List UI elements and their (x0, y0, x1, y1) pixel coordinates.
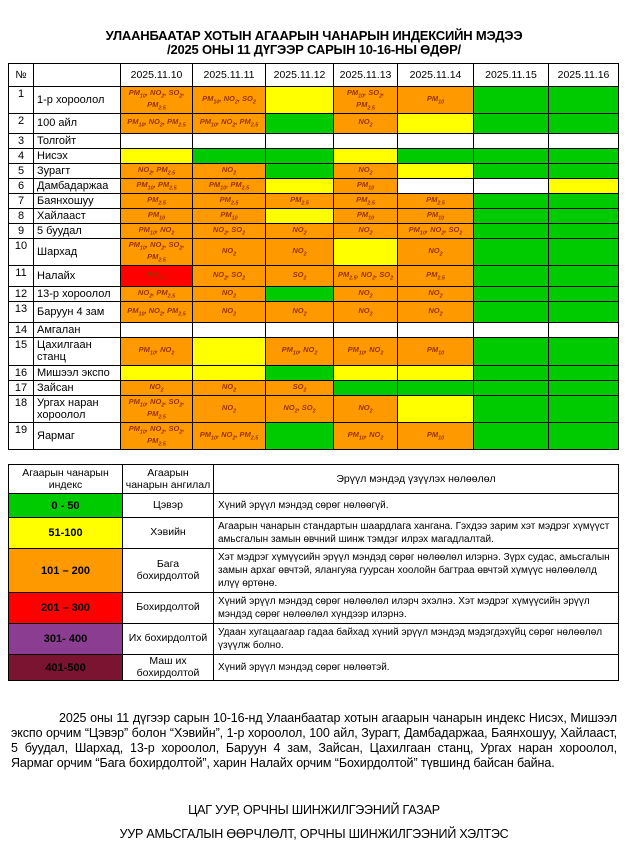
district-name-cell: Баянхошуу (34, 193, 121, 208)
aqi-cell: $NO_2$ (193, 380, 266, 395)
aqi-cell (474, 266, 549, 287)
aqi-cell: $PM_{2.5}$ (334, 193, 398, 208)
aqi-cell: $PM_{10}$, $NO_2$, $PM_{2.5}$ (193, 422, 266, 449)
aqi-cell (549, 178, 619, 193)
district-name-cell: Шархад (34, 239, 121, 266)
aqi-cell: $PM_{2.5}$ (121, 193, 193, 208)
district-name-cell: Амгалан (34, 323, 121, 338)
legend-table (8, 464, 619, 681)
aqi-cell (121, 148, 193, 163)
aqi-cell: $NO_2$ (266, 224, 334, 239)
aqi-cell (549, 365, 619, 380)
aqi-cell (334, 380, 398, 395)
aqi-cell (474, 133, 549, 148)
date-column-header: 2025.11.12 (266, 63, 334, 86)
row-number-cell: 19 (9, 422, 34, 449)
district-name-cell: Цахилгаан станц (34, 338, 121, 365)
legend-effect-cell: Агаарын чанарын стандартын шаардлага хангана. Гэхдээ зарим хэт мэдрэг хүмүүст амьсгалын замын өвчний шинж тэмдэг илрэх магадлалтай. (214, 518, 619, 549)
legend-effect-cell: Хүний эрүүл мэндэд сөрөг нөлөөгүй. (214, 494, 619, 518)
district-name-cell: Нисэх (34, 148, 121, 163)
aqi-cell (398, 365, 474, 380)
aqi-cell (549, 422, 619, 449)
aqi-cell: $PM_{2.5}$ (398, 266, 474, 287)
district-name-cell: Зурагт (34, 163, 121, 178)
table-row (9, 178, 619, 193)
aqi-cell: $PM_{10}$ (398, 338, 474, 365)
district-name-cell: Хайлааст (34, 209, 121, 224)
aqi-cell: $PM_{2.5}$ (266, 193, 334, 208)
table-row (9, 338, 619, 365)
aqi-cell (474, 209, 549, 224)
table-row (9, 224, 619, 239)
row-number-cell: 16 (9, 365, 34, 380)
table-row (9, 323, 619, 338)
aqi-cell (549, 148, 619, 163)
aqi-cell (266, 133, 334, 148)
table-row (9, 266, 619, 287)
district-name-cell: Баруун 4 зам (34, 302, 121, 323)
row-number-cell: 10 (9, 239, 34, 266)
legend-body (9, 494, 619, 681)
aqi-cell (334, 365, 398, 380)
aqi-cell: $PM_{10}$ (334, 178, 398, 193)
aqi-cell (549, 113, 619, 133)
row-number-cell: 13 (9, 302, 34, 323)
district-name-cell: 5 буудал (34, 224, 121, 239)
district-name-cell: 1-р хороолол (34, 86, 121, 113)
district-name-cell: Яармаг (34, 422, 121, 449)
aqi-cell (121, 133, 193, 148)
aqi-cell (398, 323, 474, 338)
row-number-cell: 15 (9, 338, 34, 365)
aqi-cell: $PM_{2.5}$ (398, 193, 474, 208)
aqi-cell (398, 133, 474, 148)
legend-row (9, 549, 619, 593)
aqi-cell: $SO_2$ (266, 266, 334, 287)
row-number-cell: 7 (9, 193, 34, 208)
aqi-cell: $NO_2$ (121, 380, 193, 395)
aqi-cell: $NO_2$ (398, 239, 474, 266)
table-row (9, 209, 619, 224)
table-row (9, 193, 619, 208)
footer (0, 803, 628, 841)
page-title-line1: УЛААНБААТАР ХОТЫН АГААРЫН ЧАНАРЫН ИНДЕКСИЙН МЭДЭЭ (105, 28, 523, 43)
table-row (9, 239, 619, 266)
aqi-cell: $PM_{10}$, $NO_2$, $SO_2$ (193, 86, 266, 113)
aqi-cell (474, 323, 549, 338)
legend-category-cell: Бохирдолтой (123, 593, 214, 624)
aqi-cell (334, 148, 398, 163)
aqi-cell: $PM_{10}$, $NO_2$, $SO_2$, $PM_{2.5}$ (121, 86, 193, 113)
aqi-cell (549, 209, 619, 224)
aqi-cell: $NO_2$ (334, 163, 398, 178)
table-row (9, 86, 619, 113)
summary-paragraph: 2025 оны 11 дүгээр сарын 10-16-нд Улаанбаатар хотын агаарын чанарын индекс Нисэх, Мишээл экспо орчим “Цэвэр” болон “Хэвийн”, 1-р хороолол, 100 айл, Зурагт, Дамбадаржаа, Баянхошуу, Хайлааст, 5 буудал, Шархад, 13-р хороолол, Баруун 4 зам, Зайсан, Цахилгаан станц, Ургах наран хороолол, Яармаг орчим “Бага бохирдолтой”, харин Налайх орчим “Бохирдолтой” түвшинд байсан байна. (11, 711, 617, 771)
aqi-cell (474, 380, 549, 395)
legend-category-cell: Бага бохирдолтой (123, 549, 214, 593)
aqi-cell: $PM_{10}$, $NO_2$, $PM_{2.5}$ (193, 113, 266, 133)
aqi-cell (266, 323, 334, 338)
district-name-cell: 13-р хороолол (34, 287, 121, 302)
row-number-cell: 18 (9, 395, 34, 422)
aqi-cell (549, 193, 619, 208)
aqi-cell: $PM_{10}$, $NO_2$, $PM_{2.5}$ (121, 113, 193, 133)
date-column-header: 2025.11.16 (549, 63, 619, 86)
table-row (9, 302, 619, 323)
district-name-cell: Толгойт (34, 133, 121, 148)
aqi-cell (549, 86, 619, 113)
aqi-cell (474, 113, 549, 133)
table-row (9, 148, 619, 163)
aqi-cell (193, 323, 266, 338)
table-row (9, 287, 619, 302)
date-column-header: 2025.11.15 (474, 63, 549, 86)
aqi-cell: $PM_{10}$, $NO_2$ (121, 338, 193, 365)
row-number-cell: 8 (9, 209, 34, 224)
aqi-cell: $PM_{10}$, $NO_2$, $SO_2$, $PM_{2.5}$ (121, 422, 193, 449)
aqi-cell (549, 133, 619, 148)
legend-header-index: Агаарын чанарын индекс (9, 464, 123, 493)
aqi-cell: $PM_{10}$, $SO_2$, $PM_{2.5}$ (334, 86, 398, 113)
legend-row (9, 593, 619, 624)
aqi-cell: $PM_{2.5}$ (193, 193, 266, 208)
aqi-cell: $PM_{10}$ (398, 422, 474, 449)
district-name-cell: Ургах наран хороолол (34, 395, 121, 422)
date-column-header: 2025.11.13 (334, 63, 398, 86)
aqi-cell: $PM_{10}$, $PM_{2.5}$ (193, 178, 266, 193)
aqi-cell: $NO_2$, $SO_2$ (266, 395, 334, 422)
aqi-cell (474, 287, 549, 302)
district-name-cell: 100 айл (34, 113, 121, 133)
legend-range-cell: 301- 400 (9, 624, 123, 655)
row-number-cell: 1 (9, 86, 34, 113)
row-number-cell: 6 (9, 178, 34, 193)
aqi-cell (474, 163, 549, 178)
aqi-cell (398, 380, 474, 395)
legend-header-effect: Эрүүл мэндэд үзүүлэх нөлөөлөл (214, 464, 619, 493)
table-row (9, 422, 619, 449)
aqi-cell (549, 239, 619, 266)
aqi-cell: $PM_{10}$, $NO_2$, $SO_2$ (398, 224, 474, 239)
aqi-cell (474, 239, 549, 266)
aqi-cell: $PM_{10}$, $NO_2$ (334, 422, 398, 449)
footer-agency-line: ЦАГ УУР, ОРЧНЫ ШИНЖИЛГЭЭНИЙ ГАЗАР (188, 803, 440, 818)
table-row (9, 365, 619, 380)
aqi-cell (474, 395, 549, 422)
aqi-cell: $NO_2$ (193, 302, 266, 323)
aqi-cell: $PM_{10}$ (193, 209, 266, 224)
aqi-cell: $NO_2$ (193, 163, 266, 178)
aqi-cell (474, 148, 549, 163)
legend-row (9, 518, 619, 549)
date-column-header: 2025.11.11 (193, 63, 266, 86)
table-row (9, 380, 619, 395)
aqi-cell: $NO_2$ (266, 239, 334, 266)
aqi-cell: $NO_2$, $PM_{2.5}$ (121, 287, 193, 302)
row-number-cell: 14 (9, 323, 34, 338)
district-name-cell: Мишээл экспо (34, 365, 121, 380)
row-number-cell: 4 (9, 148, 34, 163)
legend-range-cell: 401-500 (9, 655, 123, 681)
aqi-cell: $PM_{10}$, $NO_2$ (266, 338, 334, 365)
page-title-line2: /2025 ОНЫ 11 ДҮГЭЭР САРЫН 10-16-НЫ ӨДӨР/ (167, 42, 461, 58)
aqi-cell: $PM_{10}$, $NO_2$, $SO_2$, $PM_{2.5}$ (121, 239, 193, 266)
aqi-cell: $NO_2$ (334, 224, 398, 239)
aqi-cell: $NO_2$ (266, 302, 334, 323)
aqi-cell (398, 395, 474, 422)
aqi-cell: $NO_2$ (398, 287, 474, 302)
legend-category-cell: Маш их бохирдолтой (123, 655, 214, 681)
aqi-cell: $PM_{10}$, $PM_{2.5}$ (121, 178, 193, 193)
aqi-cell: $PM_{10}$ (121, 209, 193, 224)
aqi-cell (474, 338, 549, 365)
aqi-cell: $NO_2$, $SO_2$ (193, 266, 266, 287)
aqi-cell (193, 148, 266, 163)
aqi-cell (549, 224, 619, 239)
aqi-cell (266, 287, 334, 302)
aqi-cell (398, 113, 474, 133)
aqi-cell (549, 287, 619, 302)
legend-header-category: Агаарын чанарын ангилал (123, 464, 214, 493)
legend-effect-cell: Хүний эрүүл мэндэд сөрөг нөлөөлөл илэрч эхэлнэ. Хэт мэдрэг хүмүүсийн эрүүл мэндэд сөрөг нөлөөлөл хүндээр илэрнэ. (214, 593, 619, 624)
aqi-cell: $PM_{10}$, $NO_2$ (121, 224, 193, 239)
aqi-cell (474, 365, 549, 380)
district-name-cell: Дамбадаржаа (34, 178, 121, 193)
aqi-cell: $NO_2$, $PM_{2.5}$ (121, 163, 193, 178)
aqi-cell (549, 323, 619, 338)
aqi-cell: $PM_{10}$, $NO_2$, $SO_2$, $PM_{2.5}$ (121, 395, 193, 422)
aqi-table (8, 63, 619, 450)
aqi-cell (193, 133, 266, 148)
aqi-cell (121, 323, 193, 338)
aqi-cell (266, 365, 334, 380)
aqi-cell: $NO_2$ (193, 239, 266, 266)
legend-category-cell: Их бохирдолтой (123, 624, 214, 655)
aqi-cell (334, 133, 398, 148)
legend-range-cell: 0 - 50 (9, 494, 123, 518)
legend-range-cell: 51-100 (9, 518, 123, 549)
aqi-cell: $NO_2$ (193, 287, 266, 302)
aqi-cell (474, 193, 549, 208)
aqi-cell: $PM_{10}$ (398, 86, 474, 113)
row-number-cell: 11 (9, 266, 34, 287)
date-column-header: 2025.11.14 (398, 63, 474, 86)
legend-category-cell: Цэвэр (123, 494, 214, 518)
aqi-cell: $NO_2$ (193, 395, 266, 422)
aqi-cell (549, 338, 619, 365)
number-column-header: № (9, 63, 34, 86)
aqi-cell: $NO_2$ (398, 302, 474, 323)
aqi-cell (549, 302, 619, 323)
legend-row (9, 624, 619, 655)
row-number-cell: 12 (9, 287, 34, 302)
aqi-cell (474, 422, 549, 449)
footer-department-line: УУР АМЬСГАЛЫН ӨӨРЧЛӨЛТ, ОРЧНЫ ШИНЖИЛГЭЭНИЙ ХЭЛТЭС (119, 827, 509, 841)
aqi-cell: $PM_{10}$, $NO_2$, $PM_{2.5}$ (121, 302, 193, 323)
aqi-cell (398, 148, 474, 163)
legend-range-cell: 201 – 300 (9, 593, 123, 624)
aqi-cell: $PM_{2.5}$ (121, 266, 193, 287)
aqi-cell (266, 148, 334, 163)
aqi-cell (549, 380, 619, 395)
district-column-header (34, 63, 121, 86)
aqi-cell (334, 239, 398, 266)
aqi-cell (474, 302, 549, 323)
aqi-cell (121, 365, 193, 380)
aqi-cell (549, 395, 619, 422)
aqi-cell: $PM_{2.5}$, $NO_2$, $SO_2$ (334, 266, 398, 287)
row-number-cell: 9 (9, 224, 34, 239)
aqi-cell (549, 266, 619, 287)
row-number-cell: 3 (9, 133, 34, 148)
aqi-cell: $NO_2$ (334, 113, 398, 133)
table-row (9, 163, 619, 178)
aqi-cell (266, 178, 334, 193)
page-title (0, 29, 628, 58)
aqi-cell: $PM_{10}$ (334, 209, 398, 224)
row-number-cell: 2 (9, 113, 34, 133)
aqi-cell: $NO_2$ (334, 287, 398, 302)
aqi-cell: $SO_2$ (266, 380, 334, 395)
aqi-cell (266, 113, 334, 133)
legend-range-cell: 101 – 200 (9, 549, 123, 593)
aqi-cell (334, 323, 398, 338)
district-name-cell: Налайх (34, 266, 121, 287)
legend-row (9, 655, 619, 681)
aqi-cell: $PM_{10}$ (398, 209, 474, 224)
legend-row (9, 494, 619, 518)
date-column-header: 2025.11.10 (121, 63, 193, 86)
table-header-row (9, 63, 619, 86)
aqi-cell (398, 178, 474, 193)
legend-effect-cell: Удаан хугацаагаар гадаа байхад хүний эрүүл мэндэд мэдэгдэхүйц сөрөг нөлөөлөл үзүүлж болно. (214, 624, 619, 655)
aqi-cell (398, 163, 474, 178)
table-row (9, 133, 619, 148)
aqi-cell: $NO_2$ (334, 395, 398, 422)
aqi-cell (266, 422, 334, 449)
row-number-cell: 17 (9, 380, 34, 395)
legend-category-cell: Хэвийн (123, 518, 214, 549)
aqi-cell (266, 209, 334, 224)
aqi-cell (549, 163, 619, 178)
legend-header-row (9, 464, 619, 493)
row-number-cell: 5 (9, 163, 34, 178)
district-name-cell: Зайсан (34, 380, 121, 395)
aqi-cell (266, 86, 334, 113)
legend-effect-cell: Хэт мэдрэг хүмүүсийн эрүүл мэндэд сөрөг нөлөөлөл илэрнэ. Зүрх судас, амьсгалын замын архаг өвчтэй, ялангуяа гуурсан хоолойн багтраа өвчтэй хүмүүс нөлөөлөлд илүү өртөнө. (214, 549, 619, 593)
aqi-cell (474, 178, 549, 193)
table-row (9, 113, 619, 133)
aqi-cell: $PM_{10}$, $NO_2$ (334, 338, 398, 365)
aqi-cell (474, 86, 549, 113)
aqi-cell: $NO_2$ (334, 302, 398, 323)
aqi-cell (266, 163, 334, 178)
legend-effect-cell: Хүний эрүүл мэндэд сөрөг нөлөөтэй. (214, 655, 619, 681)
aqi-cell (193, 365, 266, 380)
table-row (9, 395, 619, 422)
aqi-cell: $NO_2$, $SO_2$ (193, 224, 266, 239)
aqi-cell (474, 224, 549, 239)
aqi-cell (193, 338, 266, 365)
